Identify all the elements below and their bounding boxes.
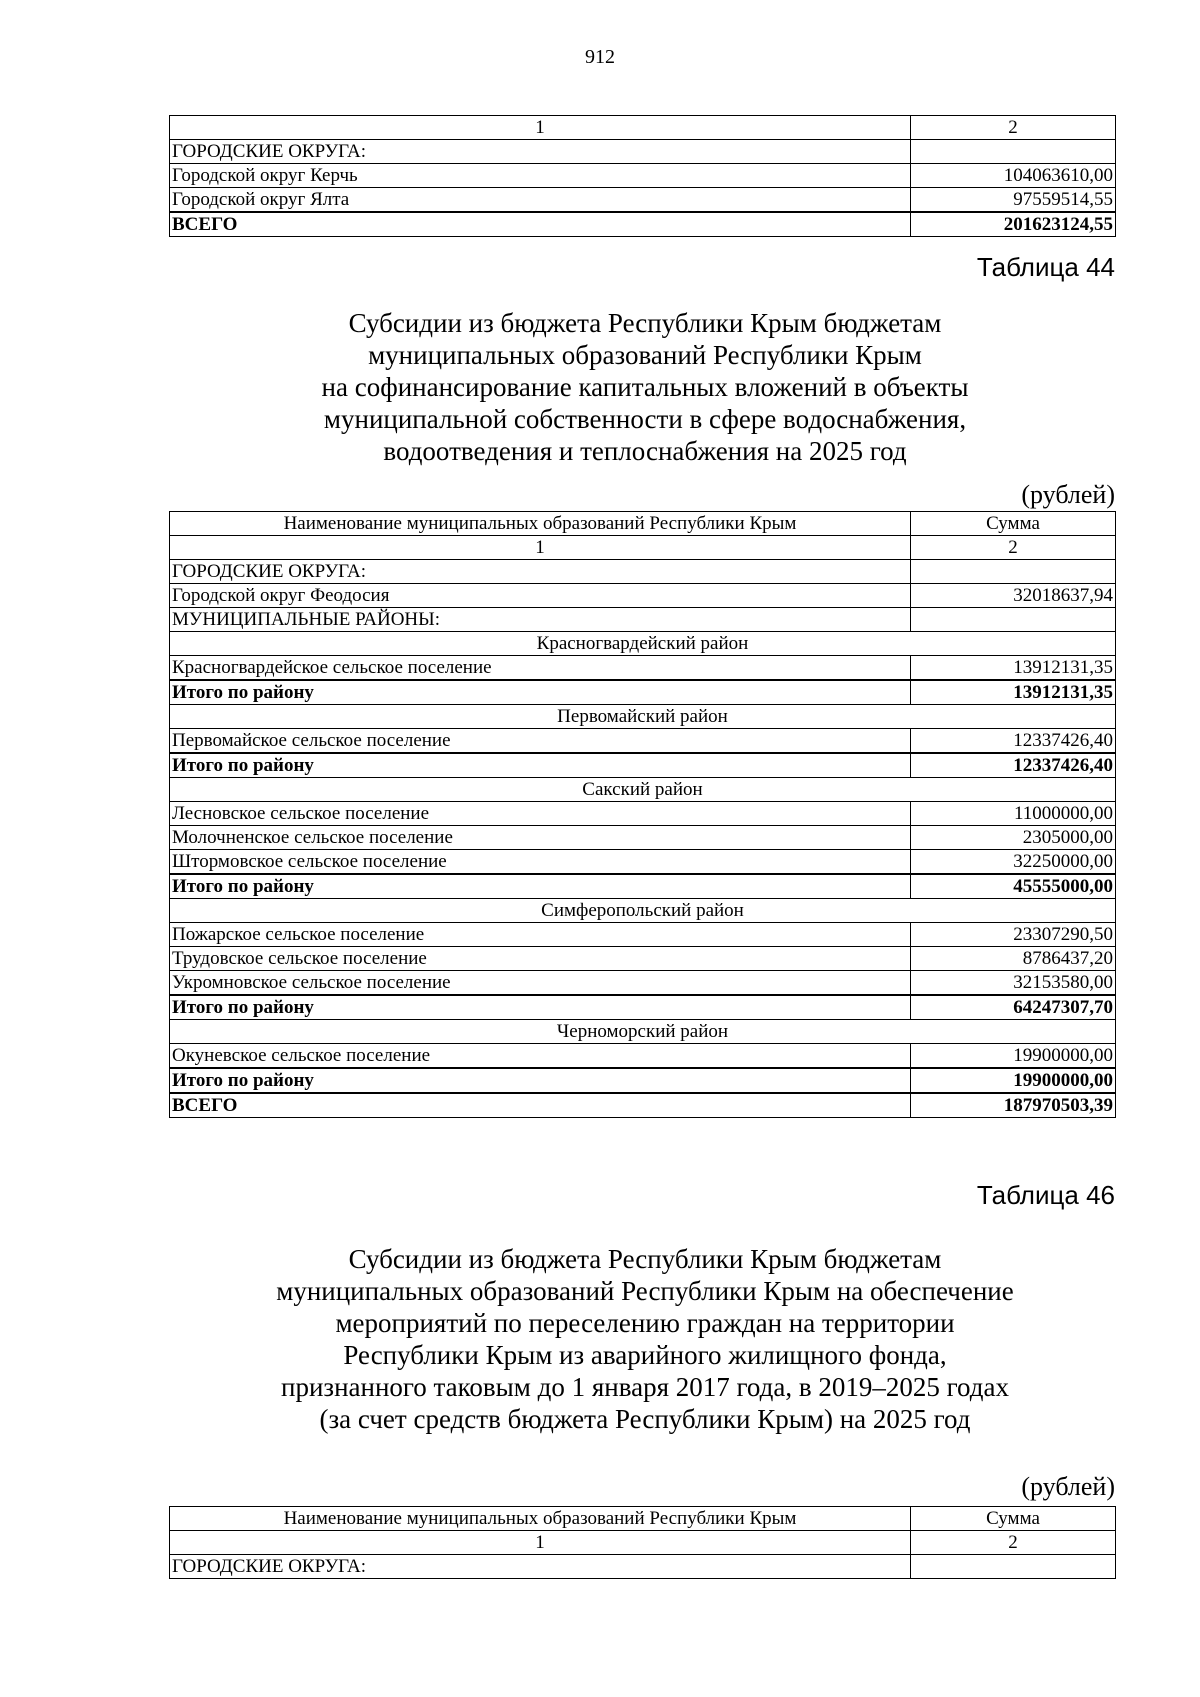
column-header-row bbox=[170, 1507, 1116, 1531]
subtotal-row bbox=[170, 680, 1116, 705]
row-value: 104063610,00 bbox=[911, 164, 1116, 188]
subtotal-row bbox=[170, 874, 1116, 899]
table-row bbox=[170, 1044, 1116, 1069]
column-number-row bbox=[170, 1531, 1116, 1555]
column-header: Сумма bbox=[911, 512, 1116, 536]
district-name: Сакский район bbox=[170, 778, 1116, 802]
column-header-row bbox=[170, 512, 1116, 536]
row-value bbox=[911, 140, 1116, 164]
row-value: 2305000,00 bbox=[911, 826, 1116, 850]
row-value: 13912131,35 bbox=[911, 656, 1116, 681]
district-name: Красногвардейский район bbox=[170, 632, 1116, 656]
table-row bbox=[170, 802, 1116, 826]
column-number: 2 bbox=[911, 536, 1116, 560]
table-row bbox=[170, 826, 1116, 850]
row-name: Итого по району bbox=[170, 1068, 911, 1093]
row-value bbox=[911, 1555, 1116, 1579]
table-row bbox=[170, 140, 1116, 164]
row-name: Лесновское сельское поселение bbox=[170, 802, 911, 826]
row-name: ВСЕГО bbox=[170, 1093, 911, 1118]
table-46 bbox=[169, 1506, 1116, 1579]
row-name: Итого по району bbox=[170, 874, 911, 899]
row-name: Укромновское сельское поселение bbox=[170, 971, 911, 996]
table-row bbox=[170, 164, 1116, 188]
column-number-row bbox=[170, 116, 1116, 140]
row-name: Городской округ Ялта bbox=[170, 188, 911, 213]
row-name: Итого по району bbox=[170, 753, 911, 778]
table-title-44 bbox=[160, 307, 1130, 467]
column-number: 1 bbox=[170, 1531, 911, 1555]
table-row bbox=[170, 947, 1116, 971]
district-row bbox=[170, 705, 1116, 729]
row-name: Первомайское сельское поселение bbox=[170, 729, 911, 754]
row-name: Городской округ Феодосия bbox=[170, 584, 911, 608]
units-label: (рублей) bbox=[1021, 480, 1115, 509]
subtotal-row bbox=[170, 995, 1116, 1020]
row-name: Итого по району bbox=[170, 995, 911, 1020]
title-line: мероприятий по переселению граждан на территории bbox=[335, 1308, 955, 1338]
table-row bbox=[170, 850, 1116, 875]
total-row bbox=[170, 1093, 1116, 1118]
subtotal-row bbox=[170, 1068, 1116, 1093]
row-value bbox=[911, 608, 1116, 632]
district-row bbox=[170, 632, 1116, 656]
continuation-table bbox=[169, 115, 1116, 237]
column-number: 1 bbox=[170, 536, 911, 560]
table-row bbox=[170, 1555, 1116, 1579]
column-number: 1 bbox=[170, 116, 911, 140]
total-row bbox=[170, 212, 1116, 237]
row-name: ГОРОДСКИЕ ОКРУГА: bbox=[170, 140, 911, 164]
row-value: 12337426,40 bbox=[911, 729, 1116, 754]
table-row bbox=[170, 971, 1116, 996]
subtotal-row bbox=[170, 753, 1116, 778]
column-number: 2 bbox=[911, 116, 1116, 140]
row-name: ГОРОДСКИЕ ОКРУГА: bbox=[170, 560, 911, 584]
row-name: Итого по району bbox=[170, 680, 911, 705]
district-row bbox=[170, 1020, 1116, 1044]
table-row bbox=[170, 584, 1116, 608]
row-value: 11000000,00 bbox=[911, 802, 1116, 826]
row-value: 12337426,40 bbox=[911, 753, 1116, 778]
row-value: 64247307,70 bbox=[911, 995, 1116, 1020]
row-value bbox=[911, 560, 1116, 584]
title-line: водоотведения и теплоснабжения на 2025 год bbox=[383, 436, 907, 466]
table-caption-44: Таблица 44 bbox=[976, 252, 1115, 282]
row-value: 187970503,39 bbox=[911, 1093, 1116, 1118]
title-line: признанного таковым до 1 января 2017 года, в 2019–2025 годах bbox=[281, 1372, 1009, 1402]
district-row bbox=[170, 778, 1116, 802]
row-name: МУНИЦИПАЛЬНЫЕ РАЙОНЫ: bbox=[170, 608, 911, 632]
row-name: Окуневское сельское поселение bbox=[170, 1044, 911, 1069]
table-row bbox=[170, 608, 1116, 632]
title-line: Субсидии из бюджета Республики Крым бюджетам bbox=[348, 1244, 942, 1274]
column-header: Наименование муниципальных образований Республики Крым bbox=[170, 512, 911, 536]
row-name: ВСЕГО bbox=[170, 212, 911, 237]
table-row bbox=[170, 656, 1116, 681]
table-row bbox=[170, 560, 1116, 584]
district-row bbox=[170, 899, 1116, 923]
row-value: 32153580,00 bbox=[911, 971, 1116, 996]
row-value: 19900000,00 bbox=[911, 1068, 1116, 1093]
row-name: ГОРОДСКИЕ ОКРУГА: bbox=[170, 1555, 911, 1579]
row-name: Трудовское сельское поселение bbox=[170, 947, 911, 971]
row-value: 32250000,00 bbox=[911, 850, 1116, 875]
row-value: 97559514,55 bbox=[911, 188, 1116, 213]
title-line: муниципальной собственности в сфере водоснабжения, bbox=[323, 404, 967, 434]
row-value: 19900000,00 bbox=[911, 1044, 1116, 1069]
row-value: 32018637,94 bbox=[911, 584, 1116, 608]
table-row bbox=[170, 188, 1116, 213]
table-caption-46: Таблица 46 bbox=[976, 1180, 1115, 1210]
district-name: Первомайский район bbox=[170, 705, 1116, 729]
district-name: Черноморский район bbox=[170, 1020, 1116, 1044]
title-line: (за счет средств бюджета Республики Крым) на 2025 год bbox=[319, 1404, 971, 1434]
row-name: Штормовское сельское поселение bbox=[170, 850, 911, 875]
column-number: 2 bbox=[911, 1531, 1116, 1555]
title-line: Республики Крым из аварийного жилищного фонда, bbox=[343, 1340, 947, 1370]
row-value: 23307290,50 bbox=[911, 923, 1116, 947]
title-line: муниципальных образований Республики Крым на обеспечение bbox=[276, 1276, 1014, 1306]
row-value: 45555000,00 bbox=[911, 874, 1116, 899]
column-header: Сумма bbox=[911, 1507, 1116, 1531]
row-name: Красногвардейское сельское поселение bbox=[170, 656, 911, 681]
title-line: на софинансирование капитальных вложений в объекты bbox=[321, 372, 969, 402]
district-name: Симферопольский район bbox=[170, 899, 1116, 923]
table-44 bbox=[169, 511, 1116, 1118]
title-line: муниципальных образований Республики Крым bbox=[368, 340, 922, 370]
row-value: 13912131,35 bbox=[911, 680, 1116, 705]
column-number-row bbox=[170, 536, 1116, 560]
row-value: 8786437,20 bbox=[911, 947, 1116, 971]
table-row bbox=[170, 923, 1116, 947]
units-label: (рублей) bbox=[1021, 1472, 1115, 1501]
row-name: Городской округ Керчь bbox=[170, 164, 911, 188]
row-value: 201623124,55 bbox=[911, 212, 1116, 237]
page-number: 912 bbox=[585, 46, 615, 68]
column-header: Наименование муниципальных образований Республики Крым bbox=[170, 1507, 911, 1531]
title-line: Субсидии из бюджета Республики Крым бюджетам bbox=[348, 308, 942, 338]
row-name: Молочненское сельское поселение bbox=[170, 826, 911, 850]
table-title-46 bbox=[160, 1243, 1130, 1435]
row-name: Пожарское сельское поселение bbox=[170, 923, 911, 947]
table-row bbox=[170, 729, 1116, 754]
